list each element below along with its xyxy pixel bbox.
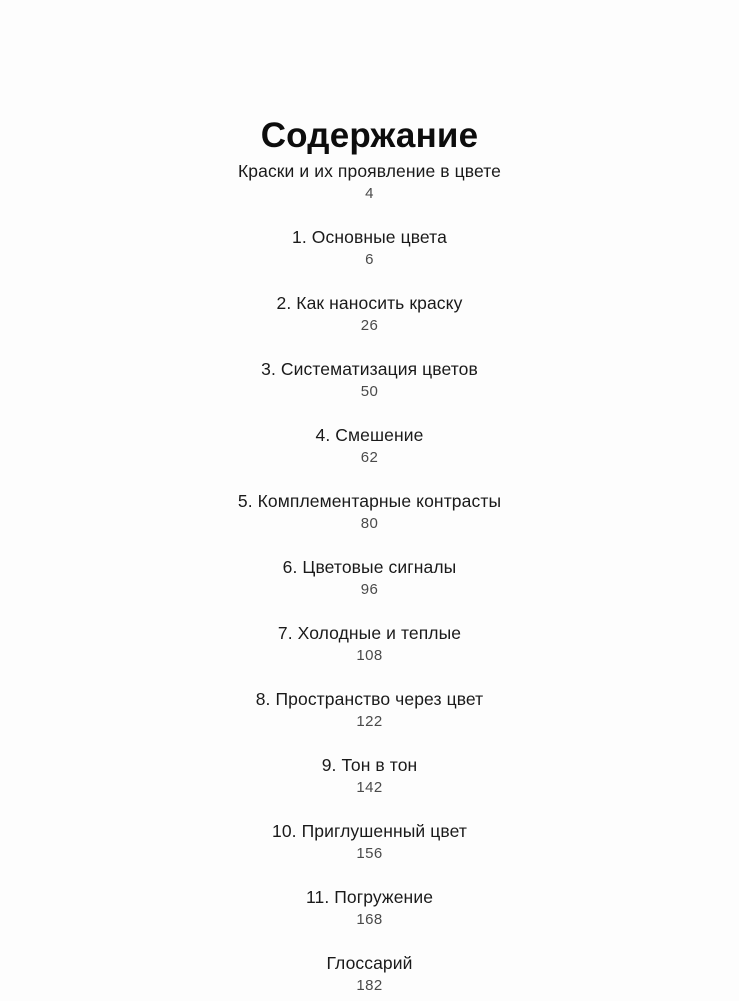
table-of-contents-list <box>0 160 739 996</box>
toc-entry[interactable] <box>0 688 739 732</box>
toc-entry-title: 4. Смешение <box>315 425 424 445</box>
toc-entry-title: 1. Основные цвета <box>292 227 447 247</box>
toc-entry-page-number: 168 <box>356 911 383 928</box>
toc-entry-title: Глоссарий <box>326 953 413 973</box>
toc-entry-title: 11. Погружение <box>305 887 434 907</box>
toc-entry-page-number: 142 <box>356 779 383 796</box>
toc-entry-title: Краски и их проявление в цвете <box>237 161 501 181</box>
toc-entry[interactable] <box>0 424 739 468</box>
toc-entry[interactable] <box>0 358 739 402</box>
toc-entry[interactable] <box>0 886 739 930</box>
toc-entry-title: 2. Как наносить краску <box>276 293 463 313</box>
toc-entry-page-number: 80 <box>360 515 379 532</box>
toc-entry-page-number: 6 <box>365 251 374 268</box>
toc-entry[interactable] <box>0 952 739 996</box>
toc-entry-title: 8. Пространство через цвет <box>255 689 484 709</box>
toc-entry-page-number: 62 <box>360 449 379 466</box>
toc-entry[interactable] <box>0 490 739 534</box>
toc-entry-title: 7. Холодные и теплые <box>277 623 462 643</box>
toc-entry[interactable] <box>0 820 739 864</box>
toc-entry-page-number: 108 <box>356 647 383 664</box>
page-title: Содержание <box>260 116 479 156</box>
toc-entry[interactable] <box>0 622 739 666</box>
toc-entry[interactable] <box>0 556 739 600</box>
toc-entry-title: 5. Комплементарные контрасты <box>237 491 502 511</box>
toc-entry-title: 6. Цветовые сигналы <box>282 557 457 577</box>
toc-entry[interactable] <box>0 754 739 798</box>
toc-entry-page-number: 4 <box>365 185 374 202</box>
toc-entry-page-number: 156 <box>356 845 383 862</box>
toc-entry-title: 3. Систематизация цветов <box>261 359 478 379</box>
toc-entry[interactable] <box>0 226 739 270</box>
toc-entry-page-number: 50 <box>360 383 379 400</box>
toc-entry-title: 9. Тон в тон <box>321 755 418 775</box>
toc-entry-page-number: 182 <box>356 977 383 994</box>
toc-entry-page-number: 26 <box>360 317 379 334</box>
toc-entry-page-number: 96 <box>360 581 379 598</box>
toc-entry[interactable] <box>0 160 739 204</box>
toc-entry[interactable] <box>0 292 739 336</box>
toc-entry-page-number: 122 <box>356 713 383 730</box>
toc-entry-title: 10. Приглушенный цвет <box>272 821 467 841</box>
